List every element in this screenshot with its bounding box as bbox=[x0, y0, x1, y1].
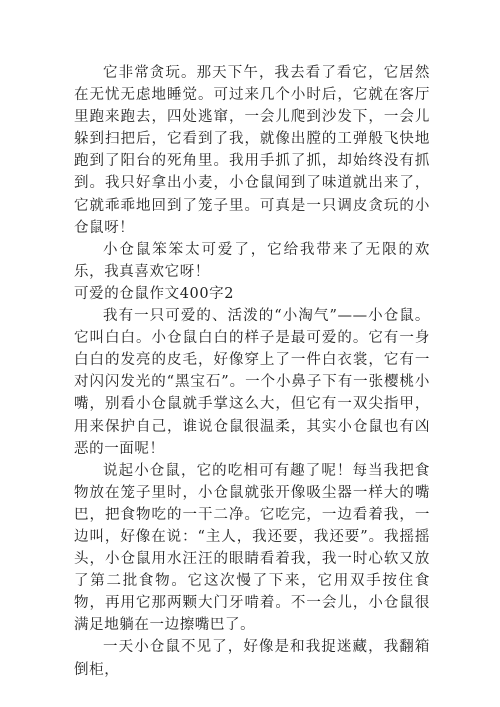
document-body bbox=[74, 62, 430, 681]
paragraph: 说起小仓鼠，它的吃相可有趣了呢！每当我把食物放在笼子里时，小仓鼠就张开像吸尘器一样大的嘴巴，把食物吃的一干二净。它吃完，一边看着我，一边叫，好像在说：“主人，我还要，我还要”。我摇摇头，小仓鼠用水汪汪的眼睛看着我，我一时心软又放了第二批食物。它这次慢了下来，它用双手按住食物，再用它那两颗大门牙啃着。不一会儿，小仓鼠很满足地躺在一边擦嘴巴了。 bbox=[74, 462, 430, 634]
section-title: 可爱的仓鼠作文400字2 bbox=[74, 285, 235, 302]
paragraph: 小仓鼠笨笨太可爱了，它给我带来了无限的欢乐，我真喜欢它呀！ bbox=[74, 241, 430, 280]
paragraph: 一天小仓鼠不见了，好像是和我捉迷藏，我翻箱倒柜， bbox=[74, 639, 430, 678]
paragraph: 它非常贪玩。那天下午，我去看了看它，它居然在无忧无虑地睡觉。可过来几个小时后，它就在客厅里跑来跑去，四处逃窜，一会儿爬到沙发下，一会儿躲到扫把后，它看到了我，就像出膛的工弹般飞快地跑到了阳台的死角里。我用手抓了抓，却始终没有抓到。我只好拿出小麦，小仓鼠闻到了味道就出来了，它就乖乖地回到了笼子里。可真是一只调皮贪玩的小仓鼠呀！ bbox=[74, 65, 430, 236]
paragraph: 我有一只可爱的、活泼的“小淘气”——小仓鼠。它叫白白。小仓鼠白白的样子是最可爱的。它有一身白白的发亮的皮毛，好像穿上了一件白衣裳，它有一对闪闪发光的“黑宝石”。一个小鼻子下有一张樱桃小嘴，别看小仓鼠就手掌这么大，但它有一双尖指甲，用来保护自己，谁说仓鼠很温柔，其实小仓鼠也有凶恶的一面呢！ bbox=[74, 308, 430, 457]
